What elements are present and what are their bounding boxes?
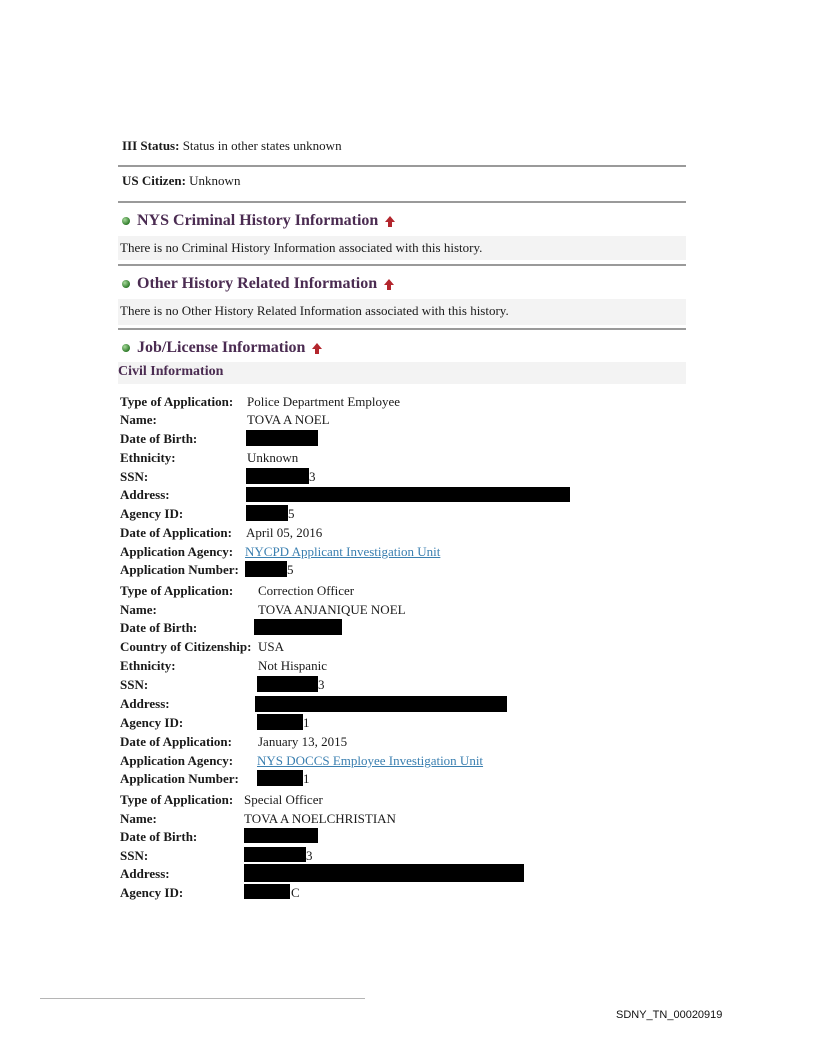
job-license-title: Job/License Information	[137, 339, 306, 356]
field-value: April 05, 2016	[246, 525, 323, 540]
redaction-box	[257, 714, 303, 730]
redaction-box	[244, 884, 290, 899]
back-to-top-arrow-icon[interactable]	[312, 343, 322, 354]
field-label: Date of Birth:	[120, 829, 198, 844]
field-value: TOVA ANJANIQUE NOEL	[258, 602, 406, 617]
field-value: 3	[309, 469, 316, 484]
field-label: Agency ID:	[120, 506, 184, 521]
bullet-icon	[122, 280, 130, 288]
field-label: Address:	[120, 866, 170, 881]
criminal-history-heading	[122, 212, 395, 230]
field-label: Address:	[120, 696, 170, 711]
field-value: TOVA A NOEL	[247, 412, 330, 427]
field-value: 1	[303, 715, 310, 730]
redaction-box	[257, 770, 303, 786]
criminal-history-title: NYS Criminal History Information	[137, 212, 379, 229]
redaction-box	[246, 487, 570, 502]
field-label: Date of Application:	[120, 525, 232, 540]
redaction-box	[244, 828, 318, 843]
agency-link[interactable]: NYCPD Applicant Investigation Unit	[245, 544, 441, 559]
divider	[118, 201, 686, 203]
field-value: Not Hispanic	[258, 658, 327, 673]
field-label: Address:	[120, 487, 170, 502]
field-label: Application Number:	[120, 562, 239, 577]
criminal-history-text: There is no Criminal History Information associated with this history.	[120, 240, 483, 255]
field-label: Ethnicity:	[120, 450, 176, 465]
field-label: SSN:	[120, 469, 149, 484]
field-value: Police Department Employee	[247, 394, 401, 409]
field-label: Name:	[120, 412, 157, 427]
field-value: 3	[318, 677, 325, 692]
field-value: Correction Officer	[258, 583, 355, 598]
bates-number: SDNY_TN_00020919	[616, 1009, 723, 1021]
field-label: Type of Application:	[120, 394, 234, 409]
us-citizen-line	[122, 173, 240, 189]
redaction-box	[245, 561, 287, 577]
job-license-heading	[122, 339, 322, 357]
field-value: 5	[288, 506, 295, 521]
other-history-heading	[122, 275, 394, 293]
field-label: Country of Citizenship:	[120, 639, 252, 654]
bullet-icon	[122, 217, 130, 225]
back-to-top-arrow-icon[interactable]	[384, 279, 394, 290]
divider	[118, 264, 686, 266]
bullet-icon	[122, 344, 130, 352]
us-citizen-value: Unknown	[189, 173, 241, 188]
field-value: USA	[258, 639, 285, 654]
redaction-box	[255, 696, 507, 712]
field-label: Application Agency:	[120, 753, 234, 768]
field-value: Special Officer	[244, 792, 323, 807]
redaction-box	[244, 864, 524, 882]
field-value: 3	[306, 848, 313, 863]
field-label: SSN:	[120, 677, 149, 692]
field-value: TOVA A NOELCHRISTIAN	[244, 811, 396, 826]
redaction-box	[254, 619, 342, 635]
field-value: 5	[287, 562, 294, 577]
field-value: 1	[303, 771, 310, 786]
iii-status-line	[122, 138, 342, 154]
back-to-top-arrow-icon[interactable]	[385, 216, 395, 227]
iii-status-value: Status in other states unknown	[182, 138, 342, 153]
other-history-text: There is no Other History Related Information associated with this history.	[120, 303, 509, 318]
field-label: Date of Birth:	[120, 620, 198, 635]
us-citizen-label: US Citizen:	[122, 173, 186, 188]
civil-information-title: Civil Information	[118, 364, 224, 379]
redaction-box	[246, 505, 288, 521]
redaction-box	[246, 430, 318, 446]
field-label: SSN:	[120, 848, 149, 863]
field-value: C	[291, 885, 300, 900]
other-history-title: Other History Related Information	[137, 275, 378, 292]
agency-link[interactable]: NYS DOCCS Employee Investigation Unit	[257, 753, 484, 768]
field-label: Date of Application:	[120, 734, 232, 749]
divider	[118, 328, 686, 330]
field-label: Name:	[120, 811, 157, 826]
field-label: Application Agency:	[120, 544, 234, 559]
field-label: Ethnicity:	[120, 658, 176, 673]
redaction-box	[257, 676, 318, 692]
field-value: Unknown	[247, 450, 299, 465]
field-label: Type of Application:	[120, 792, 234, 807]
redaction-box	[244, 847, 306, 862]
footer-rule	[40, 998, 365, 999]
divider	[118, 165, 686, 167]
field-label: Type of Application:	[120, 583, 234, 598]
iii-status-label: III Status:	[122, 138, 180, 153]
field-label: Agency ID:	[120, 885, 184, 900]
field-label: Application Number:	[120, 771, 239, 786]
field-label: Date of Birth:	[120, 431, 198, 446]
field-label: Name:	[120, 602, 157, 617]
field-label: Agency ID:	[120, 715, 184, 730]
redaction-box	[246, 468, 309, 484]
field-value: January 13, 2015	[258, 734, 348, 749]
